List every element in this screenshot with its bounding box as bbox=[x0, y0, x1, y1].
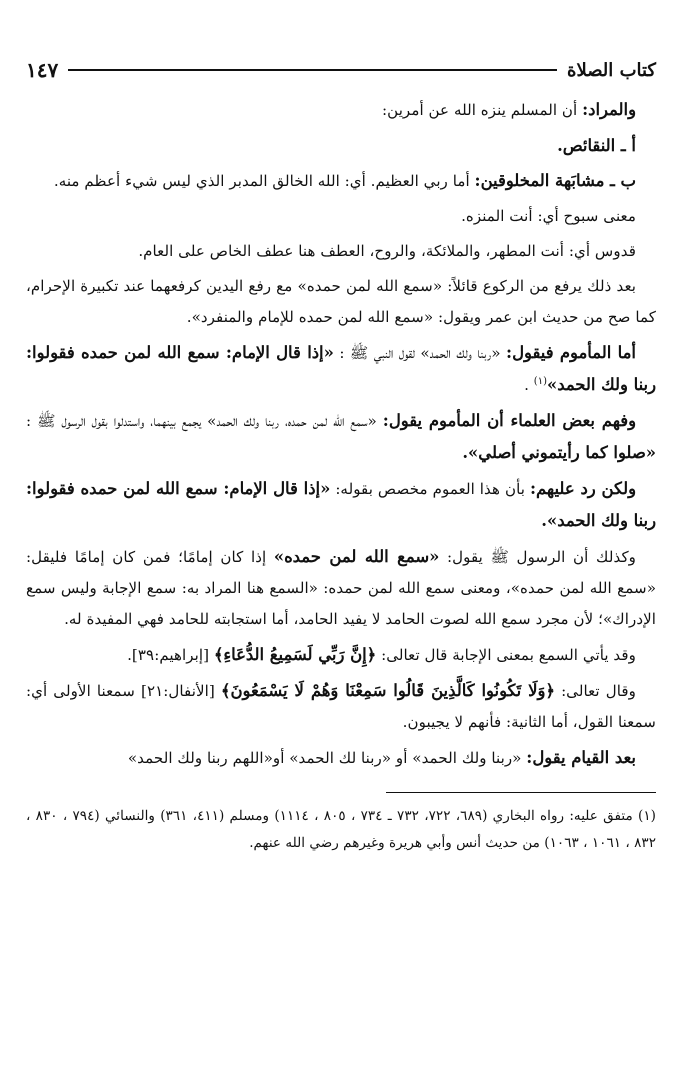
paragraph-8-heading: وفهم بعض العلماء أن المأموم يقول: bbox=[382, 411, 637, 430]
paragraph-13-heading: بعد القيام يقول: bbox=[526, 748, 636, 767]
paragraph-1-heading: والمراد: bbox=[582, 100, 636, 119]
header-rule bbox=[68, 69, 557, 71]
paragraph-11 bbox=[26, 639, 656, 671]
paragraph-7-end: . bbox=[524, 376, 534, 394]
paragraph-4: معنى سبوح أي: أنت المنزه. bbox=[461, 207, 636, 225]
chapter-title: كتاب الصلاة bbox=[567, 59, 656, 81]
paragraph-9-hadith: «إذا قال الإمام: سمع الله لمن حمده فقولوا: ربنا ولك الحمد». bbox=[26, 479, 656, 530]
paragraph-12-text-b: [الأنفال:٢١] سمعنا الأولى أي: سمعنا القول، أما الثانية: فأنهم لا يجيبون. bbox=[26, 682, 656, 731]
footnote-1: (١) متفق عليه: رواه البخاري (٦٨٩، ٧٢٢، ٧٣٢ ـ ٧٣٤ ، ٨٠٥ ، ١١١٤) ومسلم (٤١١، ٣٦١) والنسائي (٧٩٤ ، ٨٣٠ ، ٨٣٢ ، ١٠٦١ ، ١٠٦٣) من حديث أنس وأبي هريرة وغيرهم رضي الله عنهم. bbox=[26, 808, 656, 851]
footnote-separator bbox=[386, 792, 656, 793]
paragraph-7 bbox=[26, 337, 656, 401]
paragraph-13-text: «ربنا ولك الحمد» أو «ربنا لك الحمد» أو«اللهم ربنا ولك الحمد» bbox=[127, 749, 527, 767]
paragraph-3-text: أما ربي العظيم. أي: الله الخالق المدبر الذي ليس شيء أعظم منه. bbox=[53, 172, 475, 190]
paragraph-1 bbox=[26, 94, 656, 126]
paragraph-12 bbox=[26, 675, 656, 738]
paragraph-6: بعد ذلك يرفع من الركوع قائلاً: «سمع الله لمن حمده» مع رفع اليدين كرفعهما عند تكبيرة الإحرام، كما صح من حديث ابن عمر ويقول: «سمع الله لمن حمده للإمام والمنفرد». bbox=[26, 277, 656, 326]
paragraph-7-hadith: «إذا قال الإمام: سمع الله لمن حمده فقولوا: ربنا ولك الحمد» bbox=[26, 343, 656, 394]
paragraph-10-text-a: وكذلك أن الرسول ﷺ يقول: bbox=[439, 548, 637, 566]
paragraph-9-heading: ولكن رد عليهم: bbox=[529, 479, 636, 498]
page-body bbox=[26, 94, 656, 774]
paragraph-13 bbox=[26, 742, 656, 774]
paragraph-3-heading: ب ـ مشابَهة المخلوقين: bbox=[474, 171, 636, 190]
page-number: ١٤٧ bbox=[26, 58, 59, 82]
footnote-marker[interactable]: (١) bbox=[533, 375, 547, 387]
paragraph-9-text: بأن هذا العموم مخصص بقوله: bbox=[330, 480, 530, 498]
paragraph-8-hadith: «صلوا كما رأيتموني أصلي». bbox=[462, 443, 656, 462]
paragraph-2: أ ـ النقائص. bbox=[557, 136, 636, 155]
paragraph-1-text: أن المسلم ينزه الله عن أمرين: bbox=[382, 101, 583, 119]
book-page bbox=[26, 56, 656, 1068]
paragraph-5: قدوس أي: أنت المطهر، والملائكة، والروح، العطف هنا عطف الخاص على العام. bbox=[138, 242, 636, 260]
paragraph-11-verse: ﴿إِنَّ رَبِّي لَسَمِيعُ الدُّعَاءِ﴾ bbox=[213, 645, 377, 664]
paragraph-10 bbox=[26, 541, 656, 635]
paragraph-8 bbox=[26, 405, 656, 469]
paragraph-7-heading: أما المأموم فيقول: bbox=[506, 343, 636, 362]
paragraph-11-text-a: وقد يأتي السمع بمعنى الإجابة قال تعالى: bbox=[376, 646, 636, 664]
paragraph-10-hadith: «سمع الله لمن حمده» bbox=[273, 547, 440, 566]
paragraph-10-text-b: إذا كان إمامًا؛ فمن كان إمامًا فليقل: «سمع الله لمن حمده»، ومعنى سمع الله لمن حمده: «السمع هنا المراد به: سمع الإجابة وليس سمع الإدراك»؛ لأن مجرد سمع الله لصوت الحامد لا يفيد الحامد، أما استجابته للحامد فهي المفيدة له. bbox=[26, 548, 656, 628]
paragraph-12-text-a: وقال تعالى: bbox=[554, 682, 636, 700]
paragraph-11-text-b: [إبراهيم:٣٩]. bbox=[127, 646, 214, 664]
page-header bbox=[26, 56, 656, 84]
paragraph-12-verse: ﴿وَلَا تَكُونُوا كَالَّذِينَ قَالُوا سَمِعْنَا وَهُمْ لَا يَسْمَعُونَ﴾ bbox=[220, 681, 555, 700]
paragraph-9 bbox=[26, 473, 656, 537]
paragraph-7-text: «ربنا ولك الحمد» لقول النبي ﷺ : bbox=[333, 344, 507, 362]
paragraph-8-text: «سمع الله لمن حمده، ربنا ولك الحمد» يجمع بينهما، واستدلوا بقول الرسول ﷺ : bbox=[26, 412, 383, 430]
paragraph-3 bbox=[26, 165, 656, 197]
